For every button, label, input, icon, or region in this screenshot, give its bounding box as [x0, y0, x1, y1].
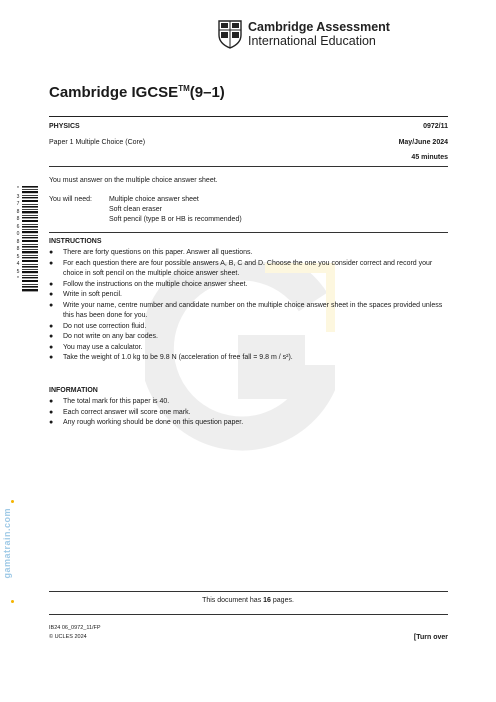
session: May/June 2024 — [398, 139, 448, 146]
list-item: ● Any rough working should be done on this question paper. — [49, 418, 449, 429]
bullet-icon: ● — [49, 280, 54, 288]
barcode-digit: 5 — [16, 253, 20, 260]
list-item: ● Do not use correction fluid. — [49, 322, 449, 333]
list-item: ● Write your name, centre number and candidate number on the multiple choice answer sheet in the spaces provided unless this has been done for you. — [49, 301, 443, 319]
logo-line-1: Cambridge Assessment — [248, 20, 390, 34]
bullet-icon: ● — [49, 249, 54, 256]
side-dot-icon — [11, 500, 14, 503]
barcode-icon — [22, 186, 38, 292]
barcode-digit: 6 — [16, 223, 20, 230]
paper-code: 0972/11 — [423, 123, 448, 130]
bullet-icon: ● — [49, 291, 54, 298]
you-need-item: Soft clean eraser — [109, 206, 162, 213]
bullet-icon: ● — [49, 354, 54, 361]
barcode-digit: 8 — [16, 246, 20, 252]
shield-logo-icon — [218, 20, 242, 49]
bullet-icon: ● — [49, 301, 54, 309]
instructions-rule — [49, 232, 448, 233]
barcode-digit: 8 — [16, 216, 20, 222]
turn-over: [Turn over — [413, 634, 448, 641]
page-title — [49, 84, 225, 101]
list-item: ● Follow the instructions on the multiple choice answer sheet. — [49, 280, 449, 291]
meta-rule — [49, 166, 448, 167]
barcode-digit: * — [17, 276, 19, 282]
answer-note: You must answer on the multiple choice answer sheet. — [49, 177, 218, 184]
barcode-digit: 0 — [16, 231, 20, 237]
side-watermark: gamatrain.com — [2, 508, 12, 579]
bullet-icon: ● — [49, 343, 54, 351]
barcode-digit: 7 — [16, 201, 20, 207]
cambridge-logo — [218, 20, 390, 50]
header-rule — [49, 116, 448, 117]
barcode-digit: * — [17, 186, 19, 192]
bullet-icon: ● — [49, 398, 54, 405]
barcode-digit: 3 — [16, 193, 20, 200]
duration: 45 minutes — [411, 154, 448, 161]
instructions-list — [49, 248, 449, 364]
bullet-icon: ● — [49, 259, 54, 267]
list-item: ● Write in soft pencil. — [49, 290, 449, 301]
list-item: ● For each question there are four possible answers A, B, C and D. Choose the one you consider correct and record your choice in soft pencil on the multiple choice answer sheet. — [49, 259, 433, 277]
list-item: ● There are forty questions on this paper. Answer all questions. — [49, 248, 449, 259]
bullet-icon: ● — [49, 333, 54, 340]
you-need-label: You will need: — [49, 196, 92, 203]
title-trademark: TM — [178, 84, 190, 93]
barcode-digits — [15, 186, 21, 284]
list-item: ● You may use a calculator. — [49, 343, 449, 354]
copyright: © UCLES 2024 — [49, 634, 87, 640]
page-count: This document has 16 pages. — [202, 597, 294, 604]
list-item: ● The total mark for this paper is 40. — [49, 397, 449, 408]
instructions-heading: INSTRUCTIONS — [49, 238, 102, 245]
paper-name: Paper 1 Multiple Choice (Core) — [49, 139, 146, 146]
list-item: ● Do not write on any bar codes. — [49, 332, 449, 343]
bullet-icon: ● — [49, 419, 54, 426]
information-heading: INFORMATION — [49, 387, 98, 394]
list-item: ● Each correct answer will score one mark. — [49, 408, 449, 419]
barcode-digit: 8 — [16, 238, 20, 245]
footer-code: IB24 06_0972_11/FP — [49, 625, 101, 631]
barcode-digit: 5 — [16, 268, 20, 275]
logo-line-2: International Education — [248, 34, 376, 48]
barcode-digit: 8 — [16, 208, 20, 215]
bullet-icon: ● — [49, 322, 54, 330]
title-suffix: (9–1) — [189, 84, 225, 101]
you-need-item: Soft pencil (type B or HB is recommended) — [109, 216, 242, 223]
footer-rule-2 — [49, 614, 448, 615]
subject: PHYSICS — [49, 123, 80, 130]
you-need-item: Multiple choice answer sheet — [109, 196, 199, 203]
title-main: Cambridge IGCSE — [49, 84, 179, 101]
bullet-icon: ● — [49, 408, 54, 416]
barcode-digit: 4 — [16, 261, 20, 267]
footer-rule — [49, 591, 448, 592]
information-list — [49, 397, 449, 429]
list-item: ● Take the weight of 1.0 kg to be 9.8 N (acceleration of free fall = 9.8 m / s²). — [49, 353, 449, 364]
